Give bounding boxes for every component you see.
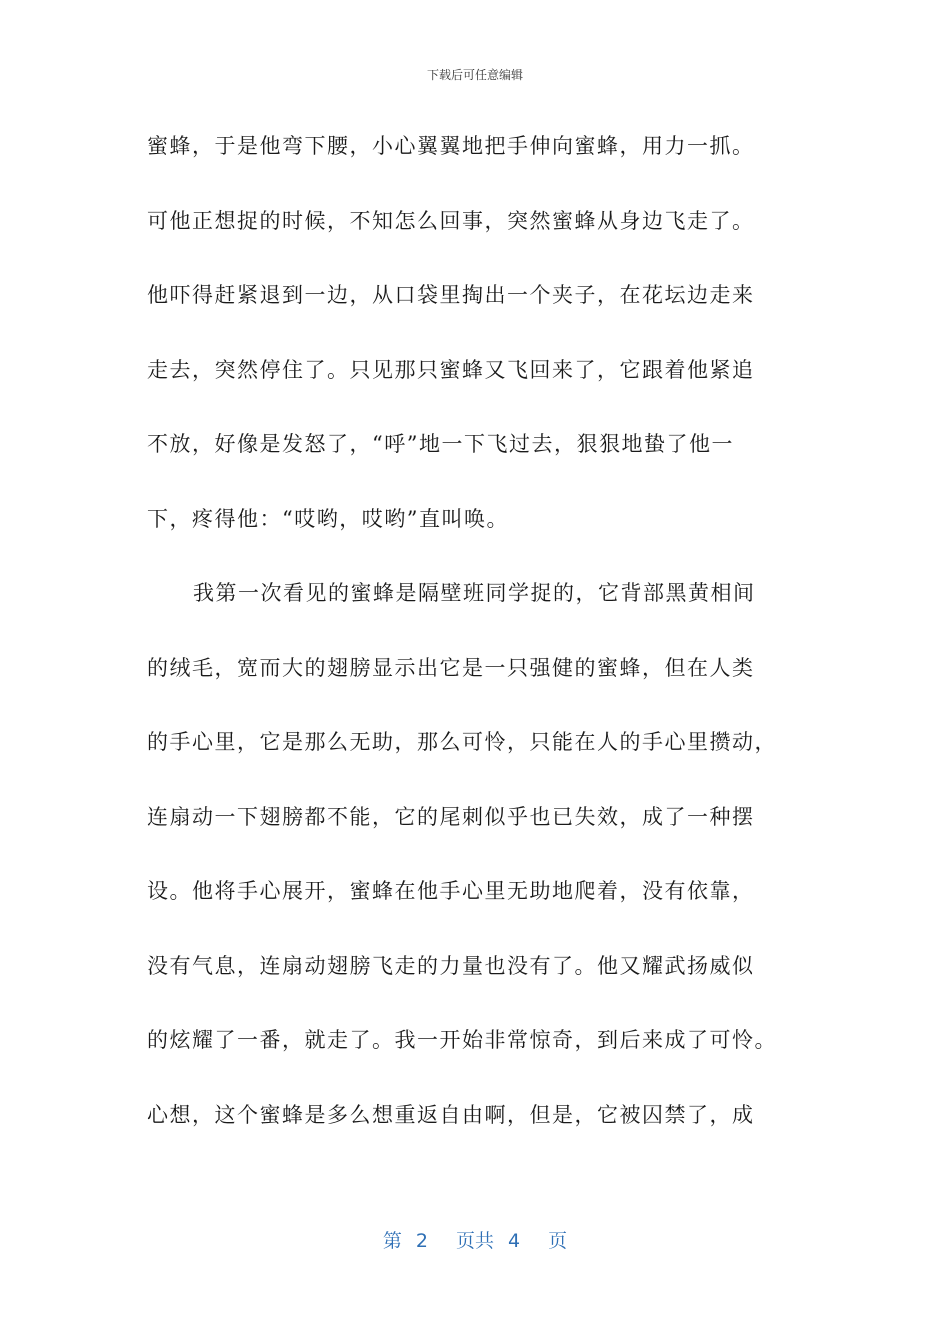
paragraph-start-line: 我第一次看见的蜜蜂是隔壁班同学捉的，它背部黑黄相间 [193,581,756,605]
text-line: 的手心里，它是那么无助，那么可怜，只能在人的手心里攒动， [147,730,777,754]
page-footer [0,1226,950,1253]
text-line: 的绒毛，宽而大的翅膀显示出它是一只强健的蜜蜂，但在人类 [147,655,755,680]
text-line: 没有气息，连扇动翅膀飞走的力量也没有了。他又耀武扬威似 [147,953,755,978]
text-line: 不放，好像是发怒了，“呼”地一下飞过去，狠狠地蛰了他一 [147,432,734,456]
footer-total-pages: 4 [508,1230,521,1252]
text-line: 蜜蜂，于是他弯下腰，小心翼翼地把手伸向蜜蜂，用力一抓。 [147,134,755,158]
footer-middle: 页共 [455,1230,494,1252]
text-line: 他吓得赶紧退到一边，从口袋里掏出一个夹子，在花坛边走来 [147,283,755,307]
body-text [147,128,807,1171]
text-line: 的炫耀了一番，就走了。我一开始非常惊奇，到后来成了可怜。 [147,1028,777,1052]
footer-suffix: 页 [548,1230,568,1252]
footer-page-number: 2 [415,1230,428,1252]
page-header: 下载后可任意编辑 [426,68,523,82]
text-line: 走去，突然停住了。只见那只蜜蜂又飞回来了，它跟着他紧追 [147,357,755,382]
text-line: 设。他将手心展开，蜜蜂在他手心里无助地爬着，没有依靠， [147,879,755,903]
text-line: 连扇动一下翅膀都不能，它的尾刺似乎也已失效，成了一种摆 [147,804,755,829]
footer-prefix: 第 [382,1230,402,1252]
text-line: 心想，这个蜜蜂是多么想重返自由啊，但是，它被囚禁了，成 [147,1102,755,1127]
text-line: 可他正想捉的时候，不知怎么回事，突然蜜蜂从身边飞走了。 [147,208,755,233]
text-line: 下，疼得他：“哎哟，哎哟”直叫唤。 [147,506,509,531]
